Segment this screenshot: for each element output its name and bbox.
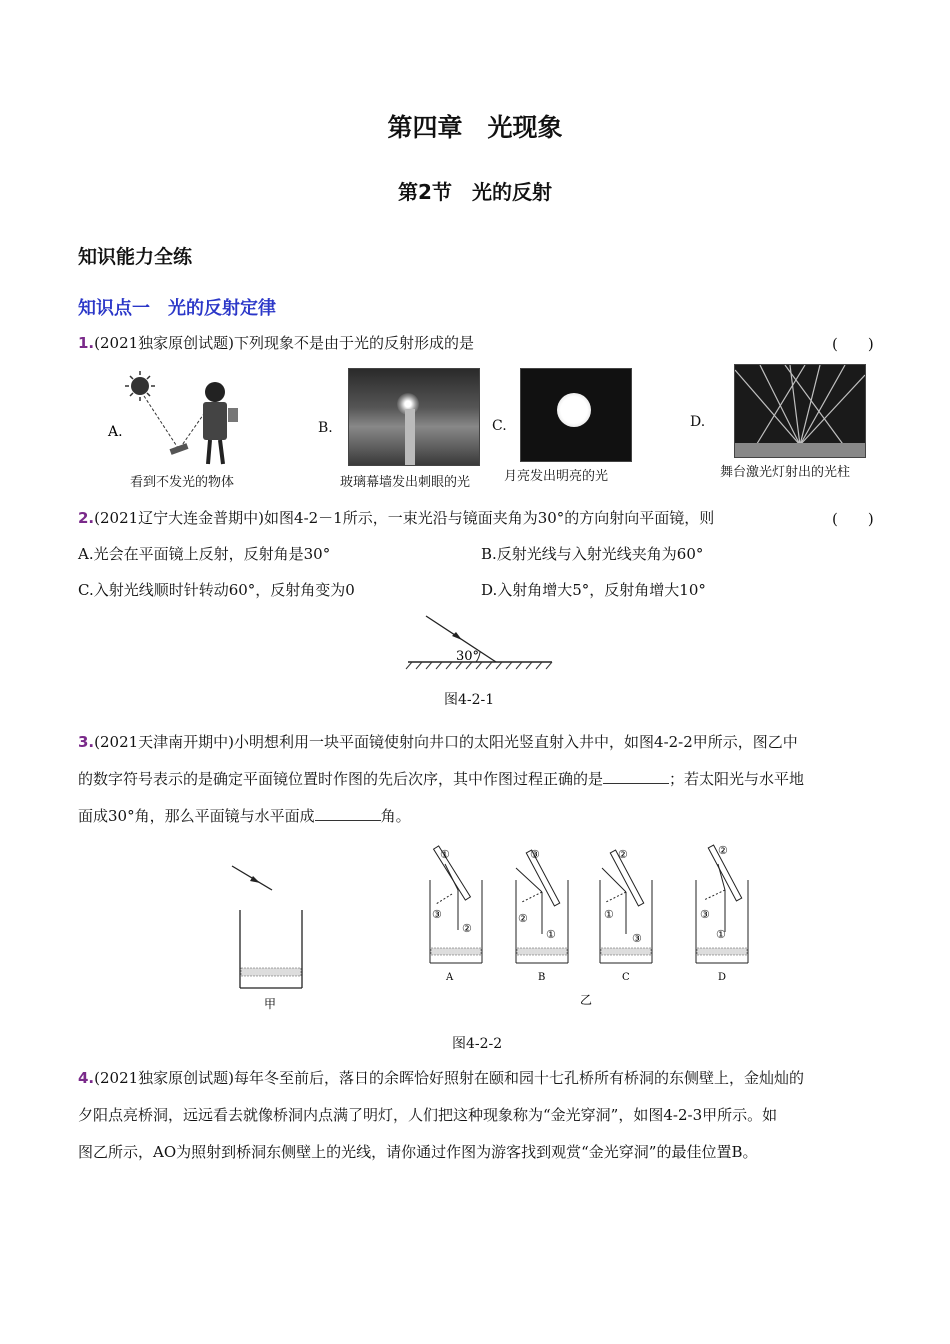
question-text: ；若太阳光与水平地 — [669, 770, 805, 788]
label-c: C — [622, 972, 630, 983]
knowledge-point-heading: 知识点一 光的反射定律 — [78, 298, 276, 319]
question-number: 3. — [78, 733, 95, 751]
angle-label: 30° — [456, 649, 480, 664]
moon-icon — [557, 393, 591, 427]
option-b-figure — [318, 368, 488, 490]
answer-blank-1[interactable] — [603, 769, 669, 784]
girl-icon — [203, 382, 238, 464]
figure-4-2-1 — [400, 612, 560, 682]
label-jia: 甲 — [264, 997, 277, 1011]
label-yi: 乙 — [580, 993, 593, 1007]
label-a: A — [446, 972, 454, 983]
svg-text:③: ③ — [432, 908, 442, 921]
section-title: 第2节 光的反射 — [398, 180, 552, 204]
figure-caption: 图4-2-1 — [444, 692, 495, 708]
svg-text:②: ② — [718, 844, 728, 857]
well-d — [696, 844, 748, 983]
svg-text:②: ② — [462, 922, 472, 935]
chapter-title: 第四章 光现象 — [387, 113, 563, 142]
svg-text:③: ③ — [530, 848, 540, 861]
option-a-figure — [100, 368, 260, 490]
svg-text:②: ② — [618, 848, 628, 861]
well-c — [600, 848, 652, 983]
sun-icon — [125, 371, 155, 401]
answer-paren: ( ) — [832, 510, 874, 528]
option-c-caption: 月亮发出明亮的光 — [504, 469, 609, 484]
moon-photo — [520, 368, 632, 462]
option-a-caption: 看到不发光的物体 — [130, 475, 235, 490]
option-d-figure — [690, 364, 870, 490]
svg-text:①: ① — [546, 928, 556, 941]
laser-stage-photo — [734, 364, 866, 458]
svg-text:②: ② — [518, 912, 528, 925]
option-d: D.入射角增大5°，反射角增大10° — [481, 581, 706, 599]
arrow-icon — [452, 632, 462, 640]
option-c-label: C. — [492, 418, 507, 434]
question-text: (2021独家原创试题)下列现象不是由于光的反射形成的是 — [94, 334, 475, 352]
label-b: B — [538, 972, 546, 983]
svg-text:①: ① — [440, 848, 450, 861]
option-b-caption: 玻璃幕墙发出刺眼的光 — [340, 475, 471, 490]
svg-text:③: ③ — [700, 908, 710, 921]
question-number: 4. — [78, 1069, 95, 1087]
question-text: (2021辽宁大连金普期中)如图4-2－1所示，一束光沿与镜面夹角为30°的方向射向平面镜，则 — [94, 509, 715, 527]
well-jia — [232, 866, 302, 1011]
option-a-label: A. — [108, 424, 123, 440]
glass-building-photo — [348, 368, 480, 466]
question-text: 的数字符号表示的是确定平面镜位置时作图的先后次序，其中作图过程正确的是 — [78, 770, 604, 788]
question-number: 1. — [78, 334, 95, 352]
svg-text:③: ③ — [632, 932, 642, 945]
figure-4-2-2 — [220, 838, 760, 1013]
question-3-line2 — [78, 769, 898, 789]
option-c-figure — [492, 368, 632, 490]
answer-paren: ( ) — [832, 335, 874, 353]
practice-heading: 知识能力全练 — [78, 246, 193, 268]
option-d-caption: 舞台激光灯射出的光柱 — [720, 465, 851, 480]
option-c: C.入射光线顺时针转动60°，反射角变为0 — [78, 581, 355, 599]
option-b: B.反射光线与入射光线夹角为60° — [481, 545, 704, 563]
question-4-line3: 图乙所示，AO为照射到桥洞东侧壁上的光线，请你通过作图为游客找到观赏“金光穿洞”的最佳位置B。 — [78, 1143, 758, 1161]
svg-text:①: ① — [604, 908, 614, 921]
answer-blank-2[interactable] — [315, 806, 381, 821]
question-text-line1: (2021天津南开期中)小明想利用一块平面镜使射向井口的太阳光竖直射入井中，如图4-2-2甲所示，图乙中 — [94, 733, 798, 751]
question-text-line1: (2021独家原创试题)每年冬至前后，落日的余晖恰好照射在颐和园十七孔桥所有桥洞的东侧壁上，金灿灿的 — [94, 1069, 805, 1087]
question-4-line2: 夕阳点亮桥洞，远远看去就像桥洞内点满了明灯，人们把这种现象称为“金光穿洞”，如图4-2-3甲所示。如 — [78, 1106, 778, 1124]
question-4 — [78, 1068, 898, 1088]
figure-caption: 图4-2-2 — [452, 1036, 503, 1052]
book-icon — [170, 443, 189, 455]
option-a: A.光会在平面镜上反射，反射角是30° — [78, 545, 331, 563]
well-a — [430, 846, 482, 983]
option-b-label: B. — [318, 420, 333, 436]
question-text: 面成30°角，那么平面镜与水平面成 — [78, 807, 315, 825]
label-d: D — [718, 972, 727, 983]
well-b — [516, 848, 568, 983]
question-1 — [78, 333, 888, 353]
question-3-line3 — [78, 806, 411, 826]
question-3 — [78, 732, 898, 752]
question-text: 角。 — [380, 807, 411, 825]
option-d-label: D. — [690, 414, 706, 430]
question-number: 2. — [78, 509, 95, 527]
question-2 — [78, 508, 838, 528]
svg-text:①: ① — [716, 928, 726, 941]
